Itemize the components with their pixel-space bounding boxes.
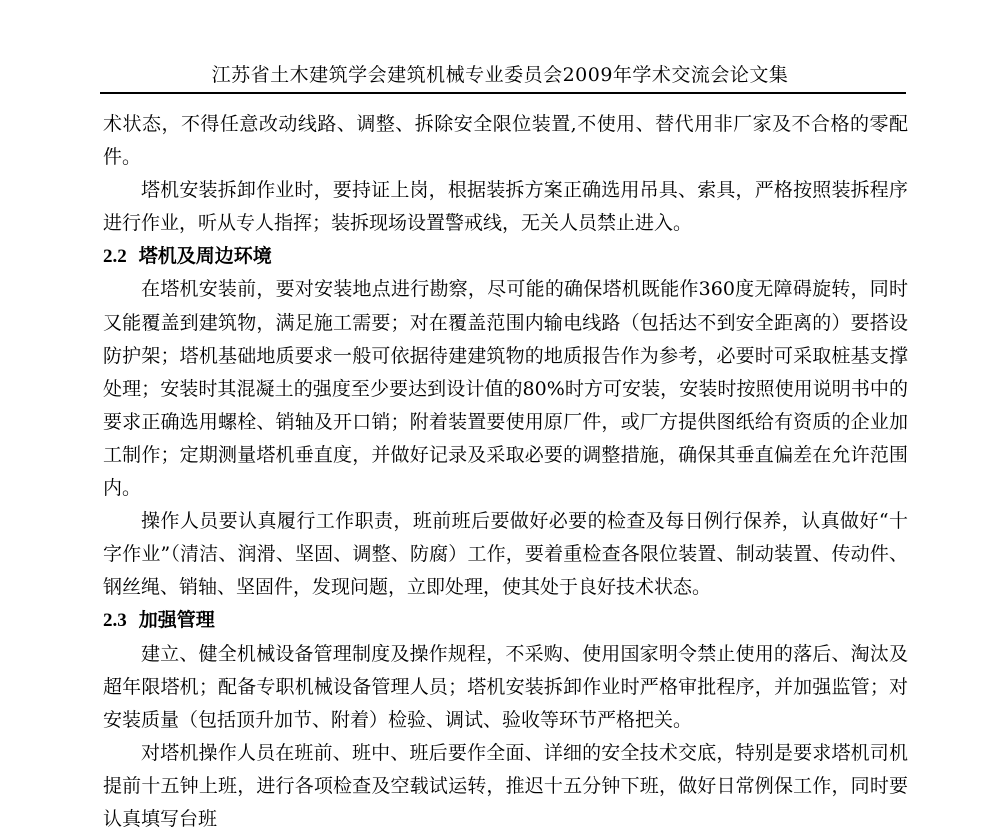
paragraph-training: 对塔机操作人员在班前、班中、班后要作全面、详细的安全技术交底，特别是要求塔机司机提前十五钟上班，进行各项检查及空载试运转，推迟十五分钟下班，做好日常例保工作，同时要认真填写台班 [103, 741, 908, 830]
paragraph-continuation: 术状态，不得任意改动线路、调整、拆除安全限位装置,不使用、替代用非厂家及不合格的零配件。 [103, 113, 908, 169]
running-header: 江苏省土木建筑学会建筑机械专业委员会2009年学术交流会论文集 [211, 64, 789, 86]
section-title: 塔机及周边环境 [138, 245, 272, 268]
section-heading-2-2 [103, 240, 908, 273]
section-number: 2.3 [103, 610, 127, 632]
section-title: 加强管理 [138, 609, 215, 632]
page-body [103, 108, 908, 836]
paragraph-installation: 塔机安装拆卸作业时，要持证上岗，根据装拆方案正确选用吊具、索具，严格按照装拆程序进行作业，听从专人指挥；装拆现场设置警戒线，无关人员禁止进入。 [103, 179, 908, 235]
paragraph-site-survey: 在塔机安装前，要对安装地点进行勘察，尽可能的确保塔机既能作360度无障碍旋转，同时又能覆盖到建筑物，满足施工需要；对在覆盖范围内输电线路（包括达不到安全距离的）要搭设防护架；塔机基础地质要求一般可依据待建建筑物的地质报告作为参考，必要时可采取桩基支撑处理；安装时其混凝土的强度至少要达到设计值的80%时方可安装，安装时按照使用说明书中的要求正确选用螺栓、销轴及开口销；附着装置要使用原厂件，或厂方提供图纸给有资质的企业加工制作；定期测量塔机垂直度，并做好记录及采取必要的调整措施，确保其垂直偏差在允许范围内。 [103, 278, 908, 500]
section-heading-2-3 [103, 604, 908, 637]
section-number: 2.2 [103, 246, 127, 268]
paragraph-management: 建立、健全机械设备管理制度及操作规程，不采购、使用国家明令禁止使用的落后、淘汰及超年限塔机；配备专职机械设备管理人员；塔机安装拆卸作业时严格审批程序，并加强监管；对安装质量（包括顶升加节、附着）检验、调试、验收等环节严格把关。 [103, 642, 908, 731]
header-rule [100, 92, 906, 94]
paragraph-operator-duties: 操作人员要认真履行工作职责，班前班后要做好必要的检查及每日例行保养，认真做好“十字作业”（清洁、润滑、坚固、调整、防腐）工作，要着重检查各限位装置、制动装置、传动件、钢丝绳、销轴、坚固件，发现问题，立即处理，使其处于良好技术状态。 [103, 510, 908, 599]
